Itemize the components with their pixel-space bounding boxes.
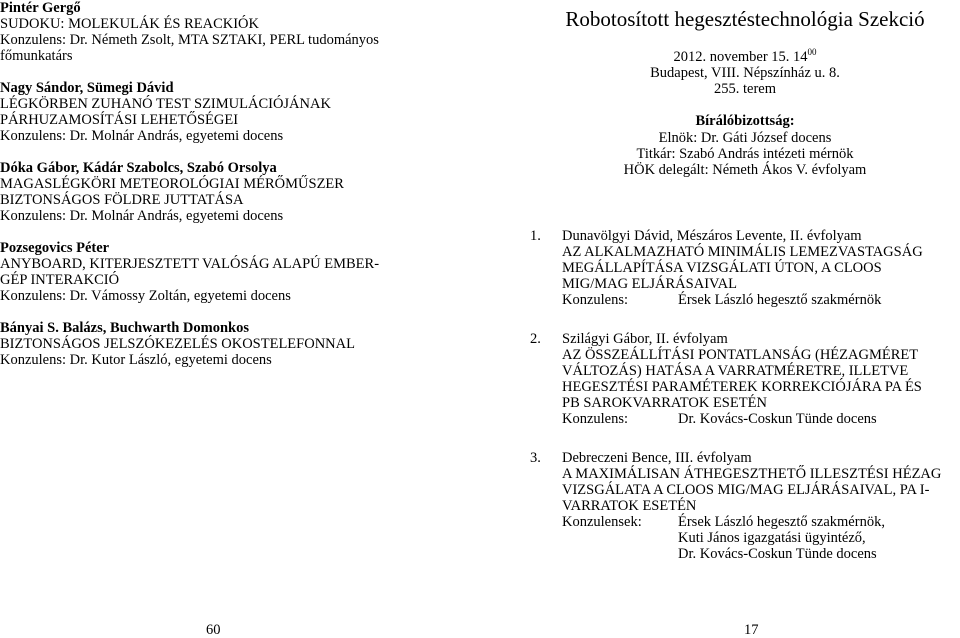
authors: Debreczeni Bence, III. évfolyam [562,449,752,466]
advisor-name: Kuti János igazgatási ügyintéző, [678,529,866,546]
authors: Pintér Gergő [0,0,81,16]
advisor-name: Érsek László hegesztő szakmérnök, [678,513,885,530]
advisor: főmunkatárs [0,48,73,64]
advisor-label: Konzulensek: [562,513,642,530]
paper-title: SUDOKU: MOLEKULÁK ÉS REACKIÓK [0,16,259,32]
paper-title: GÉP INTERAKCIÓ [0,272,120,288]
page-number-left: 60 [206,622,221,638]
advisor-name: Érsek László hegesztő szakmérnök [678,291,882,308]
advisor-label: Konzulens: [562,410,629,427]
paper-title: AZ ALKALMAZHATÓ MINIMÁLIS LEMEZVASTAGSÁG [562,243,923,260]
paper-title: PÁRHUZAMOSÍTÁSI LEHETŐSÉGEI [0,112,239,128]
authors: Bányai S. Balázs, Buchwarth Domonkos [0,320,249,336]
page-number-right: 17 [744,622,759,638]
authors: Szilágyi Gábor, II. évfolyam [562,330,728,347]
advisor [562,514,960,530]
advisor: Konzulens: Dr. Molnár András, egyetemi docens [0,208,284,224]
paper-title: PB SAROKVARRATOK ESETÉN [562,394,767,411]
advisor [562,411,960,427]
advisor-name: Dr. Kovács-Coskun Tünde docens [678,545,877,562]
right-column [530,0,960,562]
authors: Nagy Sándor, Sümegi Dávid [0,80,174,96]
committee-delegate: HÖK delegált: Németh Ákos V. évfolyam [623,161,867,178]
list-item [530,331,960,427]
advisor [562,530,960,546]
paper-title: VÁLTOZÁS) HATÁSA A VARRATMÉRETRE, ILLETVE [562,362,909,379]
session-date: 2012. november 15. $14^{00}$ [673,47,817,65]
session-room: 255. terem [713,80,776,97]
paper-entry [0,0,470,64]
paper-title: MAGASLÉGKÖRI METEOROLÓGIAI MÉRŐMŰSZER [0,176,344,192]
advisor [562,546,960,562]
paper-title: BIZTONSÁGOS JELSZÓKEZELÉS OKOSTELEFONNAL [0,336,355,352]
paper-entry [0,80,470,144]
authors: Dóka Gábor, Kádár Szabolcs, Szabó Orsolya [0,160,277,176]
list-item [530,228,960,308]
item-number: 1. [530,227,541,244]
authors: Dunavölgyi Dávid, Mészáros Levente, II. évfolyam [562,227,862,244]
advisor: Konzulens: Dr. Németh Zsolt, MTA SZTAKI, PERL tudományos [0,32,379,48]
list-item [530,450,960,562]
paper-title: BIZTONSÁGOS FÖLDRE JUTTATÁSA [0,192,244,208]
item-number: 3. [530,449,541,466]
paper-title: LÉGKÖRBEN ZUHANÓ TEST SZIMULÁCIÓJÁNAK [0,96,331,112]
paper-title: HEGESZTÉSI PARAMÉTEREK KORREKCIÓJÁRA PA ÉS [562,378,922,395]
item-number: 2. [530,330,541,347]
session-location: Budapest, VIII. Népszínház u. 8. [650,64,840,81]
left-column [0,0,470,384]
advisor [562,292,960,308]
paper-title: VIZSGÁLATA A CLOOS MIG/MAG ELJÁRÁSAIVAL, PA I- [562,481,930,498]
paper-entry [0,160,470,224]
paper-title: AZ ÖSSZEÁLLÍTÁSI PONTATLANSÁG (HÉZAGMÉRET [562,346,919,363]
paper-title: VARRATOK ESETÉN [562,497,697,514]
committee [530,113,960,178]
committee-chair: Elnök: Dr. Gáti József docens [658,129,832,146]
authors: Pozsegovics Péter [0,240,110,256]
paper-entry [0,320,470,368]
paper-title: MEGÁLLAPÍTÁSA VIZSGÁLATI ÚTON, A CLOOS [562,259,882,276]
advisor-name: Dr. Kovács-Coskun Tünde docens [678,410,877,427]
committee-secretary: Titkár: Szabó András intézeti mérnök [636,145,854,162]
paper-title: ANYBOARD, KITERJESZTETT VALÓSÁG ALAPÚ EMBER- [0,256,380,272]
paper-title: MIG/MAG ELJÁRÁSAIVAL [562,275,737,292]
section-title: Robotosított hegesztéstechnológia Szekció [565,7,925,31]
paper-title: A MAXIMÁLISAN ÁTHEGESZTHETŐ ILLESZTÉSI HÉZAG [562,465,942,482]
session-time-sup: 00 [807,47,817,57]
advisor: Konzulens: Dr. Molnár András, egyetemi docens [0,128,284,144]
advisor: Konzulens: Dr. Vámossy Zoltán, egyetemi docens [0,288,291,304]
advisor: Konzulens: Dr. Kutor László, egyetemi docens [0,352,272,368]
committee-heading: Bírálóbizottság: [695,112,795,129]
paper-entry [0,240,470,304]
session-info [530,44,960,97]
advisor-label: Konzulens: [562,291,629,308]
